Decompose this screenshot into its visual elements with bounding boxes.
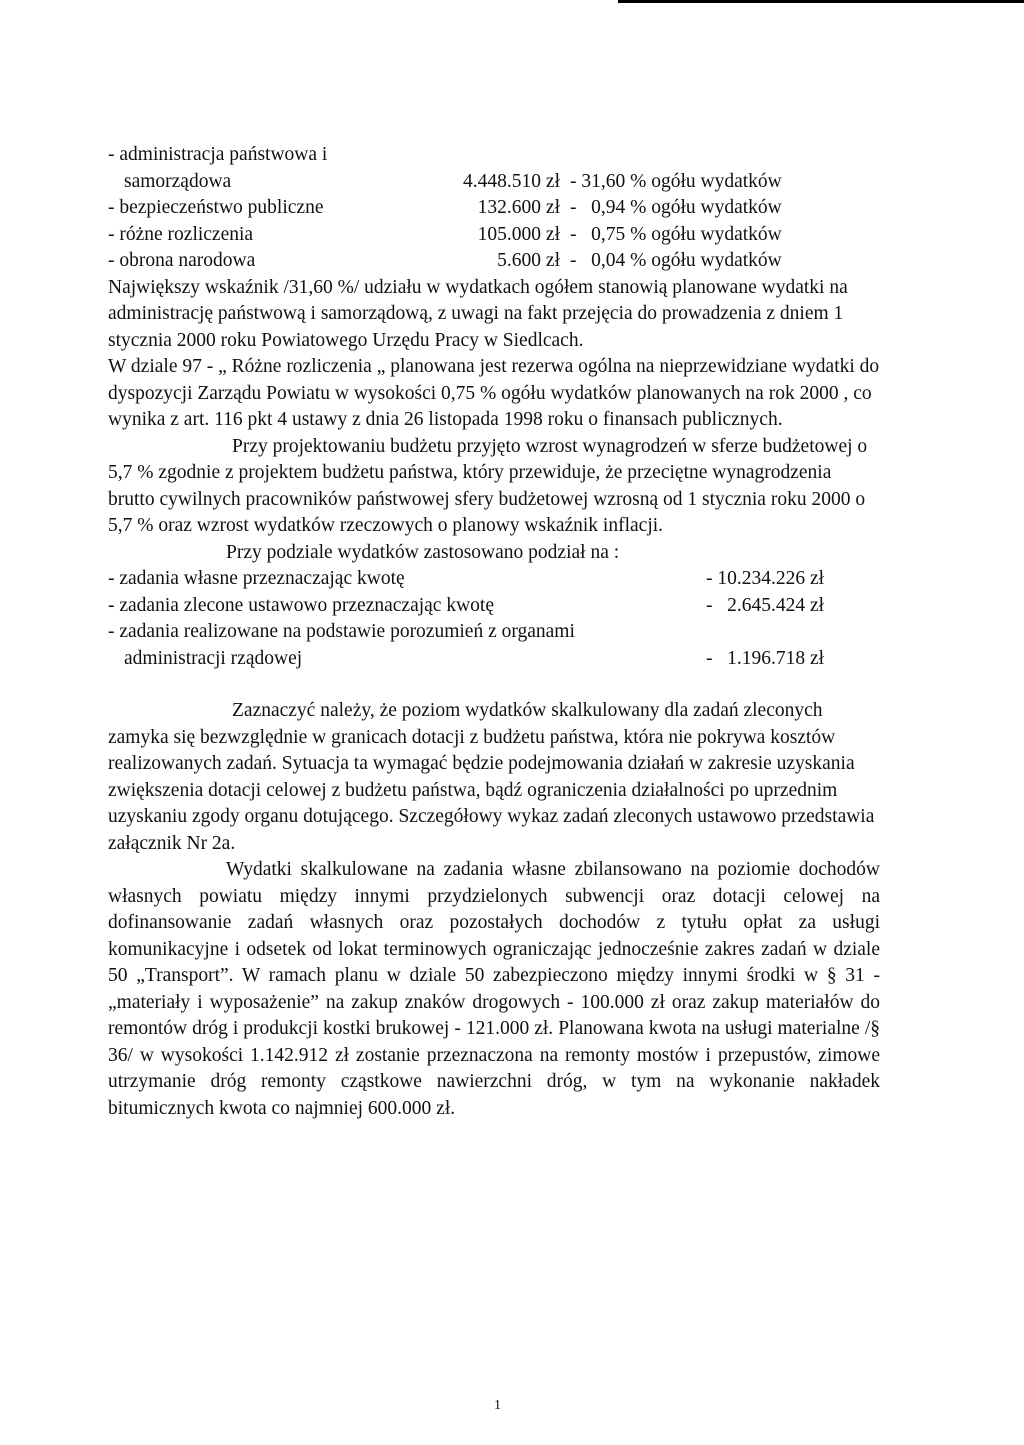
expense-amount: 5.600 zł [497, 250, 560, 271]
paragraph-commissioned-tasks: Zaznaczyć należy, że poziom wydatków skalkulowany dla zadań zleconych zamyka się bezwzględnie w granicach dotacji z budżetu państwa, która nie pokrywa kosztów realizowanych zadań. Sytuacja ta wymagać będzie podejmowania działań w zakresie uzyskania zwiększenia dotacji celowej z budżetu państwa, bądź ograniczenia działalności po uprzednim uzyskaniu zgody organu dotującego. Szczegółowy wykaz zadań zleconych ustawowo przedstawia załącznik Nr 2a. [108, 700, 875, 854]
expense-label: - administracja państwowa i [108, 144, 328, 165]
expense-row [108, 142, 880, 169]
page-number: 1 [494, 1398, 501, 1413]
expense-label: - obrona narodowa [108, 250, 256, 271]
expense-row [108, 195, 880, 222]
allocation-label: - zadania zlecone ustawowo przeznaczając kwotę [108, 594, 494, 616]
allocation-value: - 10.234.226 zł [706, 568, 825, 589]
allocation-value: - 1.196.718 zł [706, 647, 825, 669]
expense-row [108, 169, 880, 196]
expense-label: - bezpieczeństwo publiczne [108, 197, 324, 218]
expense-row [108, 248, 880, 275]
allocation-row [108, 566, 880, 593]
allocation-table [108, 566, 880, 672]
allocation-value: - 2.645.424 zł [706, 594, 825, 616]
document-page [108, 142, 880, 1122]
paragraph-largest-share: Największy wskaźnik /31,60 %/ udziału w wydatkach ogółem stanowią planowane wydatki na administrację państwową i samorządową, z uwagi na fakt przejęcia do prowadzenia z dniem 1 stycznia 2000 roku Powiatowego Urzędu Pracy w Siedlcach. [108, 276, 848, 351]
expense-amount: 132.600 zł [477, 197, 560, 218]
expense-share: - 0,75 % ogółu wydatków [570, 223, 782, 245]
expense-row [108, 222, 880, 249]
scan-top-edge [618, 0, 1024, 3]
paragraph-salary-growth: Przy projektowaniu budżetu przyjęto wzrost wynagrodzeń w sferze budżetowej o 5,7 % zgodnie z projektem budżetu państwa, który przewiduje, że przeciętne wynagrodzenia brutto cywilnych pracowników państwowej sfery budżetowej wzrosną od 1 stycznia roku 2000 o 5,7 % oraz wzrost wydatków rzeczowych o planowy wskaźnik inflacji. [108, 435, 868, 536]
allocation-row [108, 619, 880, 646]
allocation-row [108, 593, 880, 620]
allocation-label: - zadania własne przeznaczając kwotę [108, 568, 405, 589]
paragraph-allocation-intro: Przy podziale wydatków zastosowano podział na : [226, 541, 620, 563]
expense-amount: 4.448.510 zł [463, 170, 560, 192]
expense-label: samorządowa [124, 170, 232, 192]
paragraph-general-reserve: W dziale 97 - „ Różne rozliczenia „ planowana jest rezerwa ogólna na nieprzewidziane wydatki do dyspozycji Zarządu Powiatu w wysokości 0,75 % ogółu wydatków planowanych na rok 2000 , co wynika z art. 116 pkt 4 ustawy z dnia 26 listopada 1998 roku o finansach publicznych. [108, 356, 880, 430]
allocation-label: - zadania realizowane na podstawie porozumień z organami [108, 621, 575, 642]
allocation-label: administracji rządowej [124, 647, 303, 669]
expense-amount: 105.000 zł [477, 223, 560, 245]
allocation-row [108, 646, 880, 673]
paragraph-own-tasks: Wydatki skalkulowane na zadania własne zbilansowano na poziomie dochodów własnych powiatu między innymi przydzielonych subwencji oraz dotacji celowej na dofinansowanie zadań własnych oraz pozostałych dochodów z tytułu opłat za usługi komunikacyjne i odsetek od lokat terminowych ograniczając jednocześnie zakres zadań w dziale 50 „Transport”. W ramach planu w dziale 50 zabezpieczono między innymi środki w § 31 - „materiały i wyposażenie” na zakup znaków drogowych - 100.000 zł oraz zakup materiałów do remontów dróg i produkcji kostki brukowej - 121.000 zł. Planowana kwota na usługi materialne /§ 36/ w wysokości 1.142.912 zł zostanie przeznaczona na remonty mostów i przepustów, zimowe utrzymanie dróg remonty cząstkowe nawierzchni dróg, w tym na wykonanie nakładek bitumicznych kwota co najmniej 600.000 zł. [108, 859, 880, 1119]
expense-share: - 31,60 % ogółu wydatków [570, 170, 782, 192]
expense-share: - 0,04 % ogółu wydatków [570, 250, 782, 271]
expense-share: - 0,94 % ogółu wydatków [570, 197, 782, 218]
expense-table [108, 142, 880, 275]
expense-label: - różne rozliczenia [108, 223, 254, 245]
